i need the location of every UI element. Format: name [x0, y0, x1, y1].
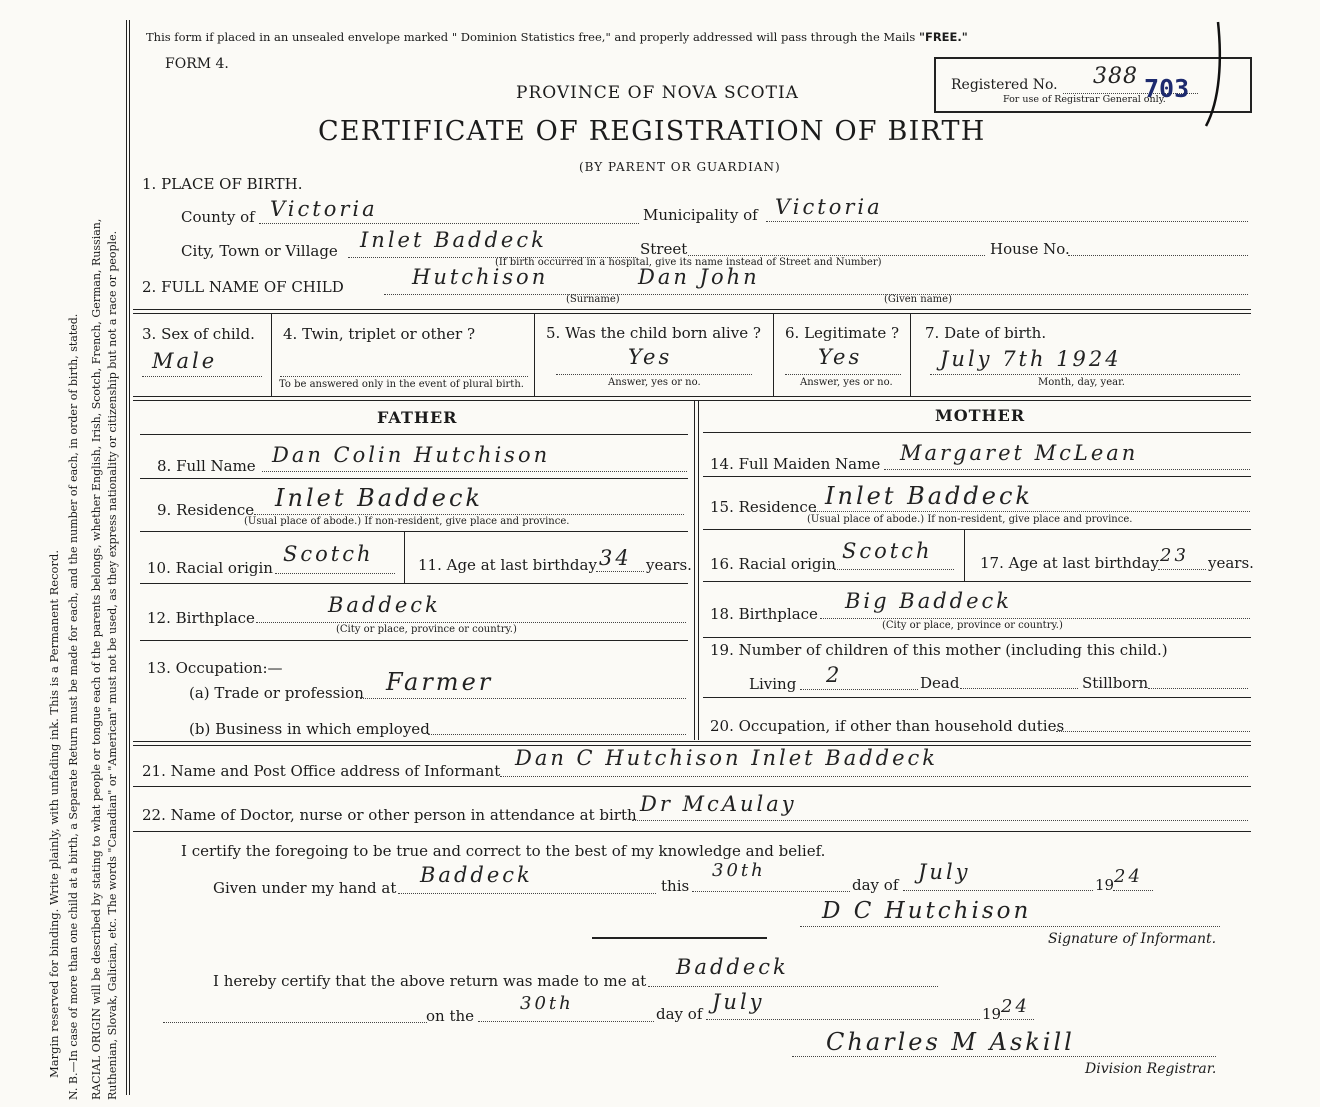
margin-note-1: Margin reserved for binding. Write plainly, with unfading ink. This is a Permanent Record. — [47, 550, 61, 1078]
father-residence-value: Inlet Baddeck — [275, 484, 483, 512]
father-trade-value: Farmer — [386, 668, 494, 696]
municipality-line — [766, 221, 1248, 222]
given-label: Given under my hand at — [213, 879, 397, 897]
dob-caption: Month, day, year. — [1038, 377, 1125, 388]
mother-birthplace-label: 18. Birthplace — [710, 605, 818, 623]
place-of-birth-heading: 1. PLACE OF BIRTH. — [142, 175, 303, 193]
year-line — [1113, 890, 1153, 891]
mother-birthplace-line — [820, 618, 1250, 619]
mother-occupation-line — [1056, 731, 1250, 732]
county-line — [259, 223, 639, 224]
margin-rule — [126, 20, 127, 1095]
father-racial-divider — [404, 531, 405, 583]
city-label: City, Town or Village — [181, 242, 338, 260]
mail-note — [146, 30, 968, 44]
mother-dead-line — [960, 688, 1078, 689]
mother-residence-value: Inlet Baddeck — [825, 482, 1033, 510]
twin-label: 4. Twin, triplet or other ? — [283, 325, 475, 343]
registrar-month-value: July — [712, 990, 765, 1014]
day-of-label: day of — [852, 876, 899, 894]
informant-signature: D C Hutchison — [822, 898, 1032, 924]
alive-line — [556, 374, 752, 375]
informant-value: Dan C Hutchison Inlet Baddeck — [515, 746, 939, 770]
given-place-line — [398, 893, 656, 894]
doctor-line — [632, 820, 1248, 821]
legitimate-caption: Answer, yes or no. — [800, 377, 893, 388]
registrar-day-of-label: day of — [656, 1005, 703, 1023]
certificate-subtitle: (BY PARENT OR GUARDIAN) — [579, 160, 781, 174]
mother-rule-4 — [703, 581, 1251, 582]
father-residence-line — [254, 514, 684, 515]
father-name-label: 8. Full Name — [157, 457, 256, 475]
informant-line — [500, 776, 1248, 777]
father-rule-5 — [140, 640, 688, 641]
rule-top-grid — [133, 309, 1251, 310]
father-rule-3 — [140, 531, 688, 532]
margin-note-4: Ruthenian, Slovak, Galician, etc. The words "Canadian" or "American" must not be used, as they express nationality or citizenship but not a race or people. — [106, 230, 119, 1100]
certify-statement: I certify the foregoing to be true and correct to the best of my knowledge and belief. — [181, 842, 826, 860]
twin-note: To be answered only in the event of plural birth. — [279, 379, 524, 390]
registrar-left-line — [163, 1022, 427, 1023]
father-residence-caption: (Usual place of abode.) If non-resident, give place and province. — [244, 516, 570, 527]
grid-divider-2 — [534, 313, 535, 397]
mother-residence-line — [814, 511, 1250, 512]
informant-signature-line — [800, 926, 1220, 927]
alive-value: Yes — [628, 345, 673, 369]
mother-stillborn-label: Stillborn — [1082, 674, 1149, 692]
father-birthplace-caption: (City or place, province or country.) — [336, 624, 517, 635]
mother-name-value: Margaret McLean — [900, 441, 1139, 465]
registrar-year-value: 24 — [1001, 996, 1030, 1017]
mother-rule-3 — [703, 529, 1251, 530]
registrar-month-line — [706, 1019, 980, 1020]
mother-racial-line — [834, 569, 954, 570]
child-name-label: 2. FULL NAME OF CHILD — [142, 278, 344, 296]
county-value: Victoria — [270, 197, 378, 221]
child-given-value: Dan John — [638, 265, 760, 289]
this-line — [692, 891, 850, 892]
margin-rule-inner — [129, 20, 130, 1095]
mother-rule-6 — [703, 697, 1251, 698]
month-line — [903, 890, 1093, 891]
registrar-year-line — [1000, 1019, 1034, 1020]
father-age-label: 11. Age at last birthday — [418, 556, 597, 574]
mother-living-value: 2 — [826, 663, 843, 687]
mother-living-line — [800, 689, 918, 690]
mother-age-label: 17. Age at last birthday — [980, 554, 1159, 572]
grid-divider-3 — [773, 313, 774, 397]
on-the-value: 30th — [520, 993, 574, 1014]
father-residence-label: 9. Residence — [157, 501, 255, 519]
mother-age-line — [1158, 569, 1206, 570]
registered-label: Registered No. — [951, 77, 1058, 93]
mother-residence-caption: (Usual place of abode.) If non-resident, give place and province. — [807, 514, 1133, 525]
father-racial-line — [275, 573, 395, 574]
mother-living-label: Living — [749, 675, 797, 693]
mother-occupation-label: 20. Occupation, if other than household duties — [710, 717, 1065, 735]
parents-divider — [694, 400, 695, 740]
registered-value: 388 — [1093, 64, 1138, 89]
twin-line — [280, 376, 528, 377]
mother-birthplace-caption: (City or place, province or country.) — [882, 620, 1063, 631]
mother-residence-label: 15. Residence — [710, 498, 817, 516]
registrar-place-line — [648, 986, 938, 987]
mother-stillborn-line — [1148, 688, 1248, 689]
city-value: Inlet Baddeck — [360, 228, 547, 252]
mother-children-label: 19. Number of children of this mother (including this child.) — [710, 641, 1168, 659]
father-birthplace-line — [256, 622, 686, 623]
child-name-line — [384, 294, 1248, 295]
registered-stamp: 703 — [1144, 74, 1190, 103]
rule-doctor — [133, 831, 1251, 832]
father-racial-value: Scotch — [283, 542, 374, 566]
mother-heading: MOTHER — [935, 406, 1026, 425]
form-number: FORM 4. — [165, 56, 229, 72]
alive-caption: Answer, yes or no. — [608, 377, 701, 388]
father-heading: FATHER — [377, 408, 458, 427]
municipality-label: Municipality of — [643, 206, 758, 224]
father-occupation-label: 13. Occupation:— — [147, 659, 283, 677]
father-business-label: (b) Business in which employed — [189, 720, 430, 738]
rule-informant — [133, 786, 1251, 787]
legitimate-label: 6. Legitimate ? — [785, 324, 900, 342]
registrar-place-value: Baddeck — [676, 955, 789, 979]
this-label: this — [661, 877, 690, 895]
father-name-line — [262, 471, 687, 472]
dob-label: 7. Date of birth. — [925, 324, 1047, 342]
surname-caption: (Surname) — [566, 294, 620, 305]
informant-signature-caption: Signature of Informant. — [1048, 931, 1217, 947]
registrar-signature-line — [792, 1056, 1216, 1057]
father-rule-1 — [140, 434, 688, 435]
hospital-note: (If birth occurred in a hospital, give its name instead of Street and Number) — [495, 257, 882, 268]
given-place-value: Baddeck — [420, 863, 533, 887]
province-heading: PROVINCE OF NOVA SCOTIA — [516, 83, 799, 103]
father-trade-line — [360, 698, 686, 699]
margin-note-3: RACIAL ORIGIN will be described by stating to what people or tongue each of the parents belongs, whether English, Irish, Scotch, French, German, Russian, — [90, 218, 103, 1100]
this-value: 30th — [712, 860, 766, 881]
year-value: 24 — [1114, 866, 1143, 887]
registrar-statement: I hereby certify that the above return was made to me at — [213, 972, 647, 990]
mother-racial-label: 16. Racial origin — [710, 555, 836, 573]
alive-label: 5. Was the child born alive ? — [546, 324, 761, 342]
separator-rule — [592, 937, 767, 939]
mother-rule-2 — [703, 476, 1251, 477]
house-label: House No. — [990, 240, 1070, 258]
month-value: July — [918, 860, 971, 884]
registrar-note: For use of Registrar General only. — [1003, 94, 1166, 105]
registrar-signature-caption: Division Registrar. — [1085, 1061, 1217, 1077]
sex-value: Male — [152, 349, 218, 373]
sex-line — [142, 376, 262, 377]
doctor-value: Dr McAulay — [640, 792, 797, 816]
mother-rule-1 — [703, 432, 1251, 433]
mother-name-label: 14. Full Maiden Name — [710, 455, 881, 473]
informant-label: 21. Name and Post Office address of Informant — [142, 762, 501, 780]
father-age-value: 34 — [599, 546, 632, 570]
rule-parents-top — [133, 396, 1251, 397]
mail-note-text: This form if placed in an unsealed envelope marked " Dominion Statistics free," and properly addressed will pass through the Mails — [146, 30, 916, 44]
father-rule-4 — [140, 583, 688, 584]
on-the-label: on the — [426, 1007, 475, 1025]
legitimate-value: Yes — [818, 345, 863, 369]
doctor-label: 22. Name of Doctor, nurse or other person in attendance at birth — [142, 806, 637, 824]
grid-divider-1 — [271, 313, 272, 397]
rule-top-grid-2 — [133, 313, 1251, 314]
mother-birthplace-value: Big Baddeck — [845, 589, 1013, 613]
father-business-line — [428, 734, 686, 735]
mother-name-line — [884, 469, 1250, 470]
margin-note-2: N. B.—In case of more than one child at a birth, a Separate Return must be made for each, and the number of each, in order of birth, stated. — [67, 313, 80, 1100]
father-trade-label: (a) Trade or profession — [189, 684, 364, 702]
certificate-title: CERTIFICATE OF REGISTRATION OF BIRTH — [318, 116, 986, 147]
father-rule-2 — [140, 478, 688, 479]
rule-parents-bottom — [133, 741, 1251, 742]
mother-racial-value: Scotch — [842, 539, 933, 563]
registrar-year-prefix: 19 — [982, 1005, 1002, 1023]
rule-parents-top-2 — [133, 400, 1251, 401]
pen-stroke-mark — [1200, 20, 1230, 130]
mother-racial-divider — [964, 529, 965, 581]
mother-age-value: 23 — [1160, 545, 1189, 566]
father-birthplace-value: Baddeck — [328, 593, 441, 617]
grid-divider-4 — [910, 313, 911, 397]
registrar-signature: Charles M Askill — [826, 1028, 1075, 1056]
father-racial-label: 10. Racial origin — [147, 559, 273, 577]
mother-dead-label: Dead — [920, 674, 960, 692]
house-line — [1068, 255, 1248, 256]
child-surname-value: Hutchison — [412, 265, 549, 289]
given-caption: (Given name) — [884, 294, 952, 305]
mother-rule-5 — [703, 637, 1251, 638]
father-age-line — [596, 571, 644, 572]
street-line — [688, 255, 985, 256]
on-the-line — [478, 1021, 654, 1022]
street-label: Street — [640, 240, 688, 258]
parents-divider-2 — [698, 400, 699, 740]
sex-label: 3. Sex of child. — [142, 325, 255, 343]
dob-value: July 7th 1924 — [940, 347, 1122, 371]
father-birthplace-label: 12. Birthplace — [147, 609, 255, 627]
father-name-value: Dan Colin Hutchison — [272, 443, 551, 467]
dob-line — [930, 374, 1240, 375]
municipality-value: Victoria — [775, 195, 883, 219]
legitimate-line — [785, 374, 901, 375]
year-prefix: 19 — [1095, 876, 1115, 894]
county-label: County of — [181, 208, 255, 226]
father-age-unit: years. — [646, 556, 692, 574]
mother-age-unit: years. — [1208, 554, 1254, 572]
mail-free: "FREE." — [918, 30, 968, 44]
